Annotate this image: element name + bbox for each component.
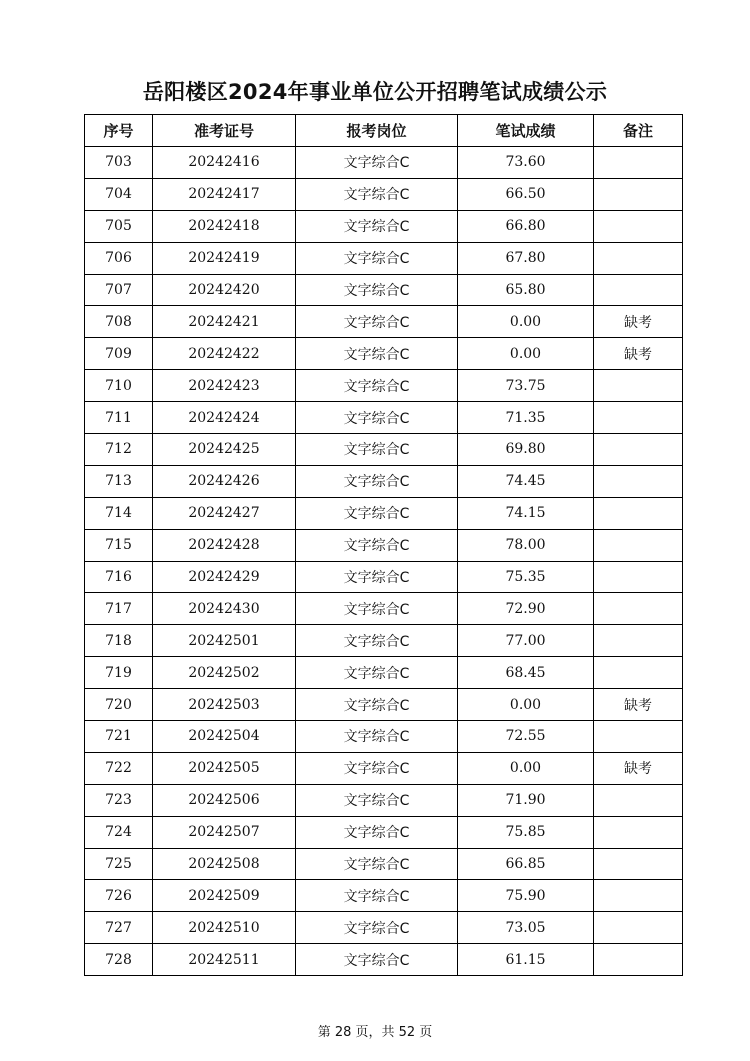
table-row <box>85 306 683 338</box>
table-row <box>85 274 683 306</box>
written-score-cell: 78.00 <box>458 529 594 561</box>
serial-number-cell: 704 <box>85 178 153 210</box>
serial-number-cell: 727 <box>85 912 153 944</box>
applied-post-cell: 文字综合C <box>296 657 458 689</box>
ticket-number-cell: 20242423 <box>153 370 296 402</box>
table-row <box>85 338 683 370</box>
applied-post-cell: 文字综合C <box>296 529 458 561</box>
ticket-number-cell: 20242508 <box>153 848 296 880</box>
applied-post-cell: 文字综合C <box>296 816 458 848</box>
ticket-number-cell: 20242421 <box>153 306 296 338</box>
remarks-cell <box>594 147 683 179</box>
remarks-cell: 缺考 <box>594 306 683 338</box>
table-row <box>85 465 683 497</box>
serial-number-cell: 724 <box>85 816 153 848</box>
applied-post-cell: 文字综合C <box>296 338 458 370</box>
written-score-cell: 74.45 <box>458 465 594 497</box>
serial-number-cell: 722 <box>85 752 153 784</box>
table-row <box>85 210 683 242</box>
table-row <box>85 625 683 657</box>
ticket-number-cell: 20242506 <box>153 784 296 816</box>
serial-number-cell: 710 <box>85 370 153 402</box>
table-header-row <box>85 115 683 147</box>
table-row <box>85 816 683 848</box>
written-score-cell: 75.90 <box>458 880 594 912</box>
table-row <box>85 848 683 880</box>
serial-number-cell: 716 <box>85 561 153 593</box>
score-table <box>84 114 683 976</box>
written-score-cell: 74.15 <box>458 497 594 529</box>
written-score-cell: 0.00 <box>458 306 594 338</box>
header-serial-number: 序号 <box>85 115 153 147</box>
remarks-cell <box>594 944 683 976</box>
applied-post-cell: 文字综合C <box>296 721 458 753</box>
written-score-cell: 73.75 <box>458 370 594 402</box>
ticket-number-cell: 20242422 <box>153 338 296 370</box>
table-row <box>85 784 683 816</box>
serial-number-cell: 728 <box>85 944 153 976</box>
ticket-number-cell: 20242428 <box>153 529 296 561</box>
table-row <box>85 689 683 721</box>
serial-number-cell: 725 <box>85 848 153 880</box>
applied-post-cell: 文字综合C <box>296 210 458 242</box>
header-written-score: 笔试成绩 <box>458 115 594 147</box>
written-score-cell: 67.80 <box>458 242 594 274</box>
remarks-cell: 缺考 <box>594 752 683 784</box>
applied-post-cell: 文字综合C <box>296 306 458 338</box>
serial-number-cell: 712 <box>85 434 153 466</box>
remarks-cell <box>594 529 683 561</box>
written-score-cell: 75.85 <box>458 816 594 848</box>
serial-number-cell: 709 <box>85 338 153 370</box>
remarks-cell <box>594 784 683 816</box>
remarks-cell <box>594 625 683 657</box>
serial-number-cell: 711 <box>85 402 153 434</box>
serial-number-cell: 708 <box>85 306 153 338</box>
table-row <box>85 402 683 434</box>
applied-post-cell: 文字综合C <box>296 434 458 466</box>
ticket-number-cell: 20242427 <box>153 497 296 529</box>
serial-number-cell: 703 <box>85 147 153 179</box>
written-score-cell: 72.90 <box>458 593 594 625</box>
written-score-cell: 66.50 <box>458 178 594 210</box>
serial-number-cell: 721 <box>85 721 153 753</box>
remarks-cell: 缺考 <box>594 338 683 370</box>
written-score-cell: 0.00 <box>458 338 594 370</box>
ticket-number-cell: 20242420 <box>153 274 296 306</box>
remarks-cell <box>594 497 683 529</box>
written-score-cell: 73.05 <box>458 912 594 944</box>
serial-number-cell: 718 <box>85 625 153 657</box>
applied-post-cell: 文字综合C <box>296 178 458 210</box>
applied-post-cell: 文字综合C <box>296 912 458 944</box>
serial-number-cell: 715 <box>85 529 153 561</box>
written-score-cell: 0.00 <box>458 752 594 784</box>
table-row <box>85 370 683 402</box>
applied-post-cell: 文字综合C <box>296 274 458 306</box>
applied-post-cell: 文字综合C <box>296 561 458 593</box>
remarks-cell <box>594 434 683 466</box>
remarks-cell <box>594 465 683 497</box>
written-score-cell: 72.55 <box>458 721 594 753</box>
remarks-cell <box>594 370 683 402</box>
ticket-number-cell: 20242419 <box>153 242 296 274</box>
serial-number-cell: 726 <box>85 880 153 912</box>
remarks-cell <box>594 242 683 274</box>
written-score-cell: 75.35 <box>458 561 594 593</box>
applied-post-cell: 文字综合C <box>296 497 458 529</box>
ticket-number-cell: 20242511 <box>153 944 296 976</box>
ticket-number-cell: 20242501 <box>153 625 296 657</box>
applied-post-cell: 文字综合C <box>296 752 458 784</box>
written-score-cell: 71.35 <box>458 402 594 434</box>
ticket-number-cell: 20242425 <box>153 434 296 466</box>
serial-number-cell: 719 <box>85 657 153 689</box>
serial-number-cell: 717 <box>85 593 153 625</box>
page-footer: 第 28 页，共 52 页 <box>317 1025 433 1040</box>
table-row <box>85 657 683 689</box>
written-score-cell: 61.15 <box>458 944 594 976</box>
remarks-cell: 缺考 <box>594 689 683 721</box>
remarks-cell <box>594 210 683 242</box>
remarks-cell <box>594 721 683 753</box>
applied-post-cell: 文字综合C <box>296 242 458 274</box>
applied-post-cell: 文字综合C <box>296 370 458 402</box>
remarks-cell <box>594 816 683 848</box>
remarks-cell <box>594 880 683 912</box>
table-row <box>85 752 683 784</box>
table-row <box>85 912 683 944</box>
table-row <box>85 593 683 625</box>
serial-number-cell: 720 <box>85 689 153 721</box>
remarks-cell <box>594 561 683 593</box>
ticket-number-cell: 20242426 <box>153 465 296 497</box>
serial-number-cell: 714 <box>85 497 153 529</box>
written-score-cell: 65.80 <box>458 274 594 306</box>
ticket-number-cell: 20242502 <box>153 657 296 689</box>
ticket-number-cell: 20242503 <box>153 689 296 721</box>
written-score-cell: 0.00 <box>458 689 594 721</box>
applied-post-cell: 文字综合C <box>296 880 458 912</box>
table-row <box>85 147 683 179</box>
table-row <box>85 944 683 976</box>
table-body <box>85 147 683 976</box>
applied-post-cell: 文字综合C <box>296 848 458 880</box>
written-score-cell: 71.90 <box>458 784 594 816</box>
applied-post-cell: 文字综合C <box>296 465 458 497</box>
ticket-number-cell: 20242430 <box>153 593 296 625</box>
serial-number-cell: 706 <box>85 242 153 274</box>
remarks-cell <box>594 274 683 306</box>
table-row <box>85 497 683 529</box>
ticket-number-cell: 20242416 <box>153 147 296 179</box>
remarks-cell <box>594 178 683 210</box>
applied-post-cell: 文字综合C <box>296 593 458 625</box>
written-score-cell: 69.80 <box>458 434 594 466</box>
remarks-cell <box>594 593 683 625</box>
header-applied-post: 报考岗位 <box>296 115 458 147</box>
ticket-number-cell: 20242429 <box>153 561 296 593</box>
ticket-number-cell: 20242417 <box>153 178 296 210</box>
ticket-number-cell: 20242507 <box>153 816 296 848</box>
remarks-cell <box>594 657 683 689</box>
table-row <box>85 242 683 274</box>
applied-post-cell: 文字综合C <box>296 944 458 976</box>
written-score-cell: 77.00 <box>458 625 594 657</box>
serial-number-cell: 707 <box>85 274 153 306</box>
applied-post-cell: 文字综合C <box>296 689 458 721</box>
table-row <box>85 561 683 593</box>
written-score-cell: 66.80 <box>458 210 594 242</box>
applied-post-cell: 文字综合C <box>296 784 458 816</box>
serial-number-cell: 705 <box>85 210 153 242</box>
remarks-cell <box>594 402 683 434</box>
applied-post-cell: 文字综合C <box>296 625 458 657</box>
header-ticket-number: 准考证号 <box>153 115 296 147</box>
table-row <box>85 178 683 210</box>
table-row <box>85 721 683 753</box>
applied-post-cell: 文字综合C <box>296 402 458 434</box>
remarks-cell <box>594 912 683 944</box>
table-row <box>85 434 683 466</box>
table-row <box>85 529 683 561</box>
written-score-cell: 68.45 <box>458 657 594 689</box>
applied-post-cell: 文字综合C <box>296 147 458 179</box>
ticket-number-cell: 20242504 <box>153 721 296 753</box>
page-title: 岳阳楼区2024年事业单位公开招聘笔试成绩公示 <box>142 80 608 104</box>
written-score-cell: 66.85 <box>458 848 594 880</box>
remarks-cell <box>594 848 683 880</box>
serial-number-cell: 713 <box>85 465 153 497</box>
ticket-number-cell: 20242418 <box>153 210 296 242</box>
serial-number-cell: 723 <box>85 784 153 816</box>
ticket-number-cell: 20242510 <box>153 912 296 944</box>
ticket-number-cell: 20242509 <box>153 880 296 912</box>
written-score-cell: 73.60 <box>458 147 594 179</box>
table-row <box>85 880 683 912</box>
ticket-number-cell: 20242424 <box>153 402 296 434</box>
header-remarks: 备注 <box>594 115 683 147</box>
ticket-number-cell: 20242505 <box>153 752 296 784</box>
